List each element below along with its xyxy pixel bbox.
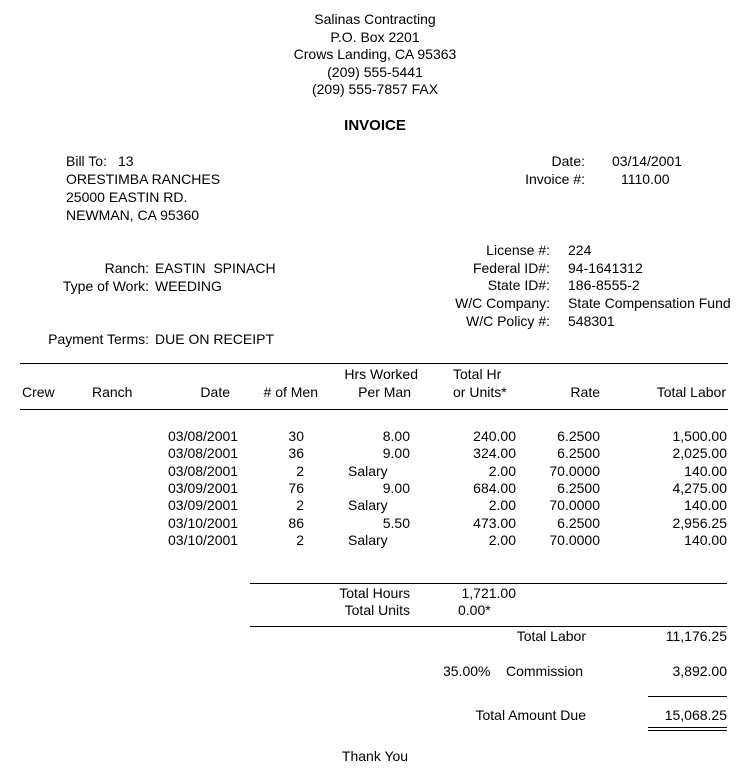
invoice-title: INVOICE — [344, 117, 406, 134]
row-labor: 4,275.00 — [672, 479, 727, 496]
commission-label: Commission — [506, 663, 584, 679]
invoice-number: 1110.00 — [621, 171, 670, 187]
total-hours-value: 1,721.00 — [461, 585, 516, 601]
row-rate: 6.2500 — [557, 428, 600, 444]
row-date: 03/09/2001 — [168, 497, 239, 514]
row-men: 2 — [296, 497, 304, 514]
row-men: 2 — [296, 462, 304, 479]
row-total: 240.00 — [473, 428, 516, 444]
row-hrs: Salary — [348, 462, 388, 479]
row-hrs: Salary — [348, 531, 388, 548]
row-total: 2.00 — [488, 462, 516, 479]
row-hrs: 9.00 — [382, 479, 410, 496]
row-labor: 2,956.25 — [672, 514, 727, 531]
commission-percent: 35.00% — [443, 663, 491, 679]
table-top-rule — [20, 363, 728, 364]
row-date: 03/08/2001 — [168, 428, 239, 444]
double-rule-bottom — [648, 730, 727, 731]
total-hours-label: Total Hours — [339, 585, 410, 601]
header-labor: Total Labor — [656, 384, 726, 400]
row-labor: 140.00 — [684, 462, 727, 479]
row-hrs: Salary — [348, 497, 388, 514]
header-total-line2: or Units* — [453, 384, 507, 400]
row-rate: 70.0000 — [549, 497, 600, 514]
row-total: 2.00 — [488, 531, 516, 548]
row-rate: 70.0000 — [549, 531, 600, 548]
payment-terms-label: Payment Terms: — [48, 331, 149, 347]
thank-you: Thank You — [341, 748, 409, 764]
bill-to-label: Bill To: — [66, 153, 107, 169]
row-hrs: 5.50 — [382, 514, 410, 531]
header-date: Date — [200, 384, 230, 400]
row-date: 03/10/2001 — [168, 514, 239, 531]
wc-company-label: W/C Company: — [455, 295, 550, 311]
amount-due-value: 15,068.25 — [664, 707, 727, 723]
wc-policy-value: 548301 — [568, 313, 615, 329]
row-men: 76 — [288, 479, 304, 496]
table-header-rule — [20, 409, 728, 410]
federal-id-value: 94-1641312 — [568, 260, 643, 276]
payment-terms-value: DUE ON RECEIPT — [155, 331, 275, 347]
row-rate: 6.2500 — [557, 479, 600, 496]
row-date: 03/08/2001 — [168, 462, 239, 479]
row-rate: 6.2500 — [557, 514, 600, 531]
company-phone: (209) 555-5441 — [327, 64, 423, 80]
header-men: # of Men — [263, 384, 318, 400]
total-labor-label: Total Labor — [516, 628, 586, 644]
state-id-value: 186-8555-2 — [568, 277, 640, 293]
total-labor-value: 11,176.25 — [665, 628, 727, 644]
company-fax: (209) 555-7857 FAX — [311, 81, 439, 97]
wc-company-value: State Compensation Fund — [568, 295, 731, 311]
company-name: Salinas Contracting — [314, 11, 436, 27]
date-label: Date: — [551, 153, 585, 169]
row-men: 2 — [296, 531, 304, 548]
bill-to-city: NEWMAN, CA 95360 — [66, 207, 200, 223]
commission-value: 3,892.00 — [672, 663, 727, 679]
company-address-1: P.O. Box 2201 — [330, 29, 420, 45]
totals-top-rule — [250, 583, 727, 584]
header-hrs-line1: Hrs Worked — [344, 366, 418, 382]
row-date: 03/10/2001 — [168, 531, 239, 548]
total-units-value: 0.00* — [458, 602, 491, 618]
row-labor: 140.00 — [684, 531, 727, 548]
row-hrs: 8.00 — [382, 428, 410, 444]
row-labor: 1,500.00 — [672, 428, 727, 444]
license-label: License #: — [486, 242, 550, 258]
row-men: 30 — [288, 428, 304, 444]
federal-id-label: Federal ID#: — [472, 260, 550, 276]
row-date: 03/09/2001 — [168, 479, 239, 496]
row-date: 03/08/2001 — [168, 445, 239, 462]
bill-to-address: 25000 EASTIN RD. — [66, 189, 188, 205]
amount-due-label: Total Amount Due — [475, 707, 586, 723]
work-type-value: WEEDING — [155, 278, 222, 294]
double-rule-top — [648, 727, 727, 728]
wc-policy-label: W/C Policy #: — [465, 313, 550, 329]
row-total: 2.00 — [488, 497, 516, 514]
header-crew: Crew — [22, 384, 55, 400]
row-total: 684.00 — [473, 479, 516, 496]
work-type-label: Type of Work: — [62, 278, 149, 294]
license-value: 224 — [568, 242, 592, 258]
invoice-number-label: Invoice #: — [525, 171, 585, 187]
sum-rule — [648, 696, 727, 697]
totals-mid-rule — [250, 626, 727, 627]
total-units-label: Total Units — [344, 602, 410, 618]
row-rate: 70.0000 — [549, 462, 600, 479]
ranch-label: Ranch: — [104, 260, 149, 276]
row-hrs: 9.00 — [382, 445, 410, 462]
invoice-date: 03/14/2001 — [612, 153, 683, 169]
row-men: 86 — [288, 514, 304, 531]
company-address-2: Crows Landing, CA 95363 — [293, 46, 457, 62]
header-total-line1: Total Hr — [453, 366, 502, 382]
row-total: 324.00 — [473, 445, 516, 462]
row-labor: 140.00 — [684, 497, 727, 514]
header-rate: Rate — [570, 384, 600, 400]
header-hrs-line2: Per Man — [358, 384, 411, 400]
bill-to-number: 13 — [118, 153, 134, 169]
row-total: 473.00 — [473, 514, 516, 531]
row-labor: 2,025.00 — [672, 445, 727, 462]
row-rate: 6.2500 — [557, 445, 600, 462]
state-id-label: State ID#: — [487, 277, 550, 293]
ranch-value: EASTIN SPINACH — [155, 260, 276, 276]
bill-to-name: ORESTIMBA RANCHES — [66, 171, 221, 187]
row-men: 36 — [288, 445, 304, 462]
header-ranch: Ranch — [92, 384, 133, 400]
